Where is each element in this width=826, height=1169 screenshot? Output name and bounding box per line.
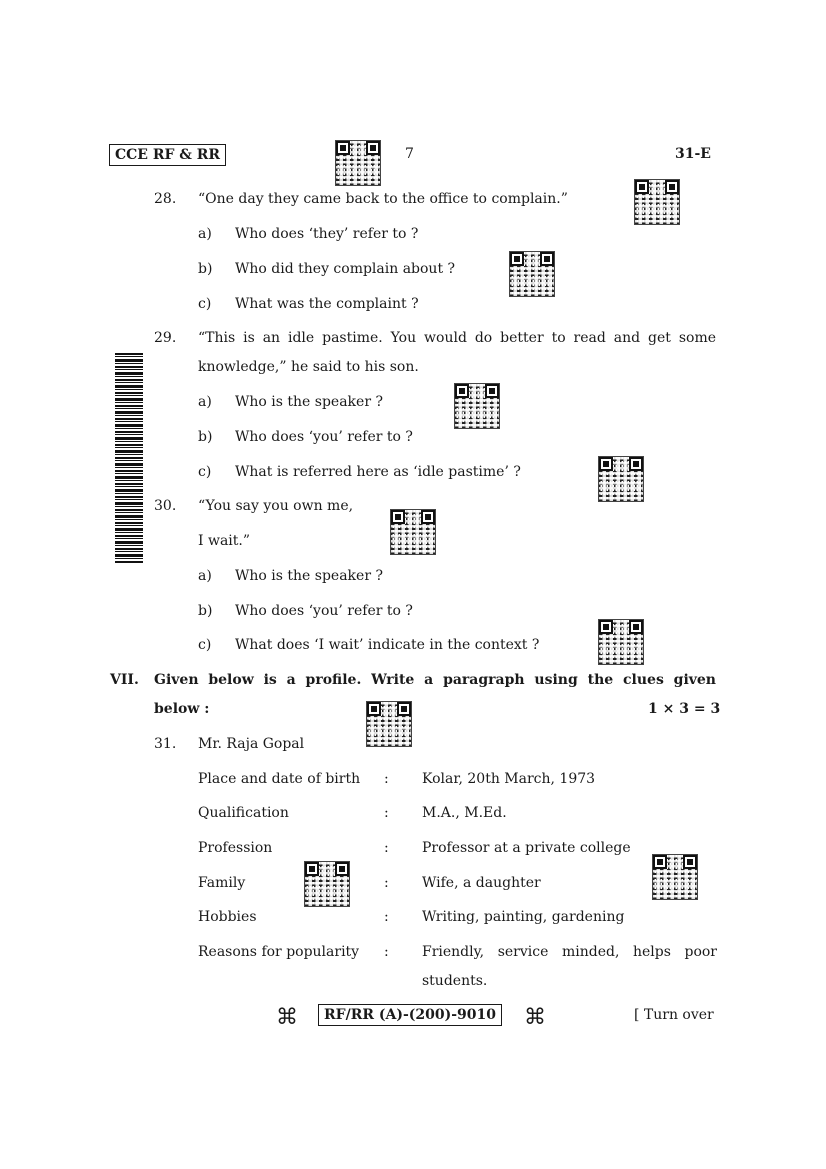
profile-label: Qualification	[198, 805, 289, 821]
question-text: “One day they came back to the office to complain.”	[198, 191, 568, 207]
sub-question: Who does ‘you’ refer to ?	[235, 603, 413, 619]
turn-over-note: [ Turn over	[634, 1007, 714, 1023]
qr-code-icon	[635, 180, 679, 224]
question-number: 28.	[154, 191, 177, 207]
sub-question: Who does ‘they’ refer to ?	[235, 226, 419, 242]
profile-separator: :	[384, 944, 389, 960]
profile-name: Mr. Raja Gopal	[198, 736, 305, 752]
footer-code-box: RF/RR (A)-(200)-9010	[318, 1004, 502, 1026]
sub-label: c)	[198, 637, 212, 653]
profile-value: Writing, painting, gardening	[422, 909, 625, 925]
profile-value-cont: students.	[422, 973, 488, 989]
profile-label: Hobbies	[198, 909, 257, 925]
profile-value: Kolar, 20th March, 1973	[422, 771, 596, 787]
qr-code-icon	[391, 510, 435, 554]
marks-scheme: 1 × 3 = 3	[648, 701, 721, 717]
qr-code-icon	[510, 252, 554, 296]
profile-label: Reasons for popularity	[198, 944, 360, 960]
section-instruction: Given below is a profile. Write a paragraph using the clues given	[154, 672, 716, 688]
command-symbol-icon: ⌘	[276, 1005, 298, 1030]
sub-question: What was the complaint ?	[235, 296, 419, 312]
question-number: 31.	[154, 736, 177, 752]
profile-label: Place and date of birth	[198, 771, 361, 787]
sub-label: b)	[198, 603, 213, 619]
subject-code: 31-E	[675, 146, 711, 162]
sub-question: Who is the speaker ?	[235, 394, 383, 410]
sub-label: a)	[198, 568, 212, 584]
profile-separator: :	[384, 875, 389, 891]
sub-label: b)	[198, 261, 213, 277]
profile-label: Profession	[198, 840, 273, 856]
qr-code-icon	[599, 457, 643, 501]
sub-label: a)	[198, 226, 212, 242]
qr-code-icon	[336, 141, 380, 185]
sub-label: a)	[198, 394, 212, 410]
question-text: “This is an idle pastime. You would do better to read and get some	[198, 330, 716, 346]
section-instruction-cont: below :	[154, 701, 210, 717]
profile-value: Professor at a private college	[422, 840, 631, 856]
sub-question: Who does ‘you’ refer to ?	[235, 429, 413, 445]
sub-label: b)	[198, 429, 213, 445]
question-number: 30.	[154, 498, 177, 514]
sub-label: c)	[198, 296, 212, 312]
barcode-icon	[115, 353, 143, 563]
question-number: 29.	[154, 330, 177, 346]
profile-separator: :	[384, 909, 389, 925]
sub-question: What does ‘I wait’ indicate in the context ?	[235, 637, 540, 653]
profile-separator: :	[384, 771, 389, 787]
question-text-cont: knowledge,” he said to his son.	[198, 359, 419, 375]
qr-code-icon	[367, 702, 411, 746]
question-text: “You say you own me,	[198, 498, 354, 514]
qr-code-icon	[305, 862, 349, 906]
profile-value: Friendly, service minded, helps poor	[422, 944, 717, 960]
sub-question: What is referred here as ‘idle pastime’ ?	[235, 464, 521, 480]
section-number: VII.	[110, 672, 139, 688]
profile-separator: :	[384, 805, 389, 821]
sub-question: Who is the speaker ?	[235, 568, 383, 584]
qr-code-icon	[653, 855, 697, 899]
page-number: 7	[405, 146, 414, 162]
profile-value: M.A., M.Ed.	[422, 805, 507, 821]
profile-separator: :	[384, 840, 389, 856]
sub-label: c)	[198, 464, 212, 480]
profile-label: Family	[198, 875, 246, 891]
question-text-cont: I wait.”	[198, 533, 251, 549]
command-symbol-icon: ⌘	[524, 1005, 546, 1030]
paper-code-box: CCE RF & RR	[109, 144, 226, 166]
qr-code-icon	[599, 620, 643, 664]
qr-code-icon	[455, 384, 499, 428]
profile-value: Wife, a daughter	[422, 875, 541, 891]
sub-question: Who did they complain about ?	[235, 261, 456, 277]
